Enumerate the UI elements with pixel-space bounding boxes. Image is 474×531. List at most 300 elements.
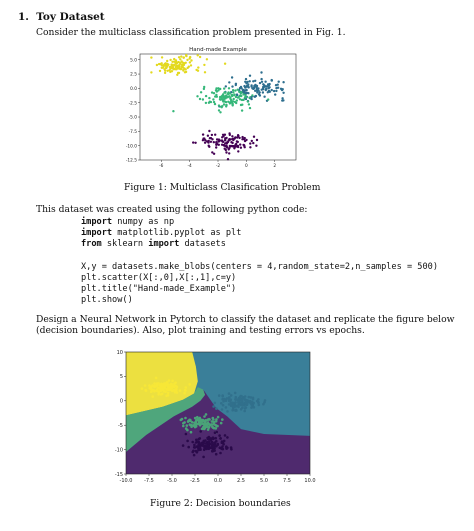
data-point [234, 392, 237, 395]
data-point [208, 448, 211, 451]
data-point [205, 423, 208, 426]
y-tick-label: -7.5 [128, 129, 137, 135]
x-tick-label: 7.5 [283, 478, 291, 484]
code-line-6: plt.title("Hand-made_Example") [81, 284, 237, 294]
data-point [199, 423, 202, 426]
data-point [212, 426, 215, 429]
data-point [231, 85, 233, 87]
data-point [250, 406, 253, 409]
data-point [219, 99, 221, 101]
data-point [186, 424, 189, 427]
data-point [229, 138, 231, 140]
data-point [234, 401, 237, 404]
y-tick-label: 5 [119, 374, 123, 381]
data-point [228, 147, 230, 149]
y-tick-label: -10 [114, 447, 123, 454]
data-point [267, 98, 269, 100]
data-point [256, 139, 258, 141]
data-point [240, 91, 242, 93]
data-point [262, 83, 264, 85]
data-point [224, 63, 226, 65]
data-point [235, 143, 237, 145]
data-point [225, 406, 228, 409]
data-point [239, 98, 241, 100]
data-point [234, 398, 237, 401]
data-point [196, 416, 199, 419]
data-point [213, 445, 216, 448]
data-point [281, 97, 283, 99]
x-tick-label: -4 [187, 164, 192, 169]
data-point [242, 144, 244, 146]
data-point [224, 100, 226, 102]
data-point [220, 422, 223, 425]
data-point [225, 104, 227, 106]
data-point [179, 389, 182, 392]
data-point [265, 89, 267, 91]
data-point [271, 79, 273, 81]
data-point [262, 91, 264, 93]
data-point [203, 415, 206, 418]
data-point [234, 89, 236, 91]
data-point [187, 446, 190, 449]
x-tick-label: -5.0 [167, 478, 177, 484]
data-point [226, 397, 229, 400]
data-point [240, 395, 243, 398]
data-point [264, 399, 267, 402]
data-point [213, 422, 216, 425]
data-point [226, 141, 228, 143]
data-point [219, 96, 221, 98]
data-point [220, 402, 223, 405]
data-point [218, 109, 220, 111]
data-point [282, 99, 284, 101]
code-line-5: plt.scatter(X[:,0],X[:,1],c=y) [81, 273, 237, 283]
data-point [256, 400, 259, 403]
data-point [228, 396, 231, 399]
code-text: matplotlib.pyplot as plt [112, 228, 242, 238]
y-tick-label: 0 [119, 398, 123, 405]
data-point [218, 104, 220, 106]
data-point [153, 382, 156, 385]
data-point [188, 66, 190, 68]
data-point [191, 421, 194, 424]
data-point [221, 445, 224, 448]
data-point [214, 134, 216, 136]
data-point [194, 426, 197, 429]
data-point [204, 142, 206, 144]
data-point [239, 143, 241, 145]
data-point [184, 389, 187, 392]
data-point [181, 66, 183, 68]
data-point [237, 135, 239, 137]
data-point [173, 58, 175, 60]
data-point [195, 422, 198, 425]
data-point [259, 94, 261, 96]
data-point [150, 56, 152, 58]
data-point [207, 444, 210, 447]
data-point [198, 438, 201, 441]
data-point [169, 383, 172, 386]
data-point [180, 68, 182, 70]
data-point [208, 102, 210, 104]
data-point [185, 71, 187, 73]
data-point [222, 443, 225, 446]
data-point [259, 82, 261, 84]
data-point [282, 81, 284, 83]
data-point [189, 61, 191, 63]
data-point [230, 394, 233, 397]
data-point [271, 89, 273, 91]
data-point [191, 441, 194, 444]
x-tick-label: 0.0 [214, 478, 222, 484]
data-point [175, 68, 177, 70]
data-point [163, 386, 166, 389]
data-point [212, 405, 215, 408]
data-point [168, 379, 171, 382]
x-tick-label: 2 [273, 164, 277, 169]
data-point [183, 56, 185, 58]
data-point [241, 406, 244, 409]
data-point [229, 98, 231, 100]
data-point [253, 406, 256, 409]
data-point [183, 67, 185, 69]
data-point [234, 409, 237, 412]
intro-paragraph: Consider the multiclass classification problem presented in Fig. 1. [36, 27, 346, 38]
data-point [166, 60, 168, 62]
data-point [202, 133, 204, 135]
data-point [191, 451, 194, 454]
data-point [237, 150, 239, 152]
data-point [159, 70, 161, 72]
data-point [240, 147, 242, 149]
keyword: import [81, 217, 113, 227]
data-point [204, 439, 207, 442]
data-point [249, 400, 252, 403]
data-point [206, 58, 208, 60]
y-tick-label: -10.0 [125, 144, 137, 150]
data-point [223, 103, 225, 105]
figure-2-plot [106, 346, 322, 488]
data-point [208, 426, 211, 429]
figure-2-caption: Figure 2: Decision boundaries [150, 498, 291, 509]
y-tick-label: 5.0 [130, 58, 137, 64]
code-text: datasets [179, 239, 226, 249]
y-tick-label: -15 [114, 471, 123, 478]
data-point [229, 92, 231, 94]
y-tick-label: 10 [116, 349, 123, 356]
data-point [213, 92, 215, 94]
data-point [216, 96, 218, 98]
data-point [190, 59, 192, 61]
data-point [256, 88, 258, 90]
data-point [190, 64, 192, 66]
data-point [162, 66, 164, 68]
data-point [207, 135, 209, 137]
data-point [189, 57, 191, 59]
data-point [215, 453, 218, 456]
data-point [231, 94, 233, 96]
x-tick-label: 0 [244, 164, 248, 169]
data-point [249, 80, 251, 82]
data-point [235, 83, 237, 85]
data-point [213, 141, 215, 143]
code-line-1 [81, 217, 174, 228]
data-point [158, 63, 160, 65]
data-point [252, 142, 254, 144]
data-point [245, 89, 247, 91]
data-point [208, 418, 211, 421]
data-point [256, 85, 258, 87]
data-point [218, 394, 221, 397]
data-point [161, 393, 164, 396]
data-point [221, 408, 224, 411]
code-intro-paragraph: This dataset was created using the following python code: [36, 204, 308, 215]
data-point [275, 84, 277, 86]
data-point [152, 385, 155, 388]
data-point [202, 419, 205, 422]
data-point [202, 427, 205, 430]
y-tick-label: -12.5 [125, 158, 137, 164]
data-point [222, 404, 225, 407]
data-point [229, 134, 231, 136]
x-tick-label: 2.5 [237, 478, 245, 484]
data-point [200, 442, 203, 445]
data-point [247, 100, 249, 102]
data-point [155, 377, 158, 380]
data-point [245, 406, 248, 409]
data-point [233, 98, 235, 100]
data-point [208, 130, 210, 132]
data-point [199, 448, 202, 451]
x-tick-label: 10.0 [304, 478, 316, 484]
data-point [205, 95, 207, 97]
data-point [208, 145, 210, 147]
data-point [153, 389, 156, 392]
section-number: 1. [18, 11, 29, 23]
data-point [237, 406, 240, 409]
data-point [229, 145, 231, 147]
data-point [228, 392, 231, 395]
data-point [227, 158, 229, 160]
data-point [244, 94, 246, 96]
data-point [269, 91, 271, 93]
data-point [182, 425, 185, 428]
data-point [226, 436, 229, 439]
data-point [237, 96, 239, 98]
data-point [222, 141, 224, 143]
data-point [231, 135, 233, 137]
figure-1-plot [110, 42, 300, 174]
data-point [242, 89, 244, 91]
section-title: Toy Dataset [36, 11, 105, 23]
data-point [221, 418, 224, 421]
data-point [214, 424, 217, 427]
data-point [179, 62, 181, 64]
keyword: from [81, 239, 102, 249]
data-point [150, 390, 153, 393]
data-point [202, 98, 204, 100]
data-point [203, 64, 205, 66]
data-point [248, 96, 250, 98]
data-point [169, 59, 171, 61]
data-point [161, 56, 163, 58]
data-point [244, 395, 247, 398]
data-point [208, 140, 210, 142]
data-point [218, 434, 221, 437]
data-point [223, 87, 225, 89]
data-point [196, 440, 199, 443]
data-point [221, 395, 224, 398]
data-point [278, 81, 280, 83]
data-point [251, 94, 253, 96]
data-point [204, 71, 206, 73]
code-text: sklearn [101, 239, 149, 249]
x-tick-label: -10.0 [119, 478, 133, 484]
y-tick-label: 2.5 [130, 72, 137, 78]
keyword: import [148, 239, 180, 249]
data-point [164, 70, 166, 72]
y-tick-label: 0.0 [130, 86, 137, 92]
data-point [180, 419, 183, 422]
data-point [282, 92, 284, 94]
data-point [222, 93, 224, 95]
data-point [232, 91, 234, 93]
data-point [236, 140, 238, 142]
data-point [190, 424, 193, 427]
data-point [248, 103, 250, 105]
data-point [231, 142, 233, 144]
data-point [227, 101, 229, 103]
data-point [188, 383, 191, 386]
data-point [231, 76, 233, 78]
data-point [224, 92, 226, 94]
y-tick-label: -2.5 [128, 101, 137, 107]
data-point [148, 384, 151, 387]
data-point [211, 446, 214, 449]
data-point [194, 142, 196, 144]
data-point [214, 103, 216, 105]
data-point [210, 141, 212, 143]
data-point [186, 440, 189, 443]
data-point [233, 93, 235, 95]
data-point [156, 384, 159, 387]
data-point [215, 146, 217, 148]
data-point [199, 56, 201, 58]
data-point [261, 81, 263, 83]
data-point [217, 416, 220, 419]
data-point [232, 138, 234, 140]
data-point [259, 91, 261, 93]
x-tick-label: -7.5 [144, 478, 154, 484]
data-point [197, 419, 200, 422]
data-point [260, 78, 262, 80]
data-point [240, 104, 242, 106]
data-point [212, 449, 215, 452]
data-point [241, 109, 243, 111]
data-point [171, 61, 173, 63]
x-tick-label: -6 [159, 164, 164, 169]
chart-title: Hand-made Example [189, 47, 247, 53]
data-point [159, 388, 162, 391]
task-paragraph-line-1: Design a Neural Network in Pytorch to classify the dataset and replicate the figure below [36, 314, 455, 325]
data-point [177, 72, 179, 74]
data-point [189, 419, 192, 422]
data-point [211, 423, 214, 426]
data-point [187, 420, 190, 423]
data-point [186, 429, 189, 432]
data-point [255, 145, 257, 147]
data-point [164, 72, 166, 74]
data-point [232, 100, 234, 102]
data-point [182, 444, 185, 447]
data-point [245, 78, 247, 80]
data-point [172, 66, 174, 68]
data-point [183, 63, 185, 65]
data-point [186, 59, 188, 61]
data-point [197, 70, 199, 72]
data-point [196, 95, 198, 97]
code-text: numpy as np [112, 217, 175, 227]
code-line-3 [81, 239, 226, 250]
data-point [192, 141, 194, 143]
data-point [160, 385, 163, 388]
data-point [209, 137, 211, 139]
data-point [247, 83, 249, 85]
data-point [224, 148, 226, 150]
data-point [180, 55, 182, 57]
data-point [241, 136, 243, 138]
data-point [242, 99, 244, 101]
figure-1-caption: Figure 1: Multiclass Clasification Problem [124, 182, 321, 193]
data-point [262, 86, 264, 88]
keyword: import [81, 228, 113, 238]
data-point [174, 381, 177, 384]
data-point [193, 444, 196, 447]
x-tick-label: -2.5 [190, 478, 200, 484]
data-point [253, 136, 255, 138]
data-point [145, 389, 148, 392]
y-tick-label: -5.0 [128, 115, 137, 121]
data-point [165, 66, 167, 68]
data-point [246, 81, 248, 83]
data-point [244, 137, 246, 139]
data-point [224, 139, 226, 141]
data-point [156, 64, 158, 66]
data-point [185, 55, 187, 57]
data-point [185, 433, 188, 436]
data-point [173, 389, 176, 392]
data-point [231, 409, 234, 412]
data-point [179, 58, 181, 60]
data-point [221, 144, 223, 146]
data-point [268, 87, 270, 89]
data-point [163, 390, 166, 393]
data-point [282, 88, 284, 90]
data-point [258, 404, 261, 407]
data-point [203, 138, 205, 140]
data-point [244, 140, 246, 142]
data-point [205, 102, 207, 104]
data-point [249, 146, 251, 148]
data-point [250, 84, 252, 86]
data-point [197, 66, 199, 68]
data-point [237, 89, 239, 91]
code-line-2 [81, 228, 241, 239]
data-point [251, 87, 253, 89]
data-point [240, 95, 242, 97]
data-point [215, 427, 218, 430]
data-point [184, 417, 187, 420]
